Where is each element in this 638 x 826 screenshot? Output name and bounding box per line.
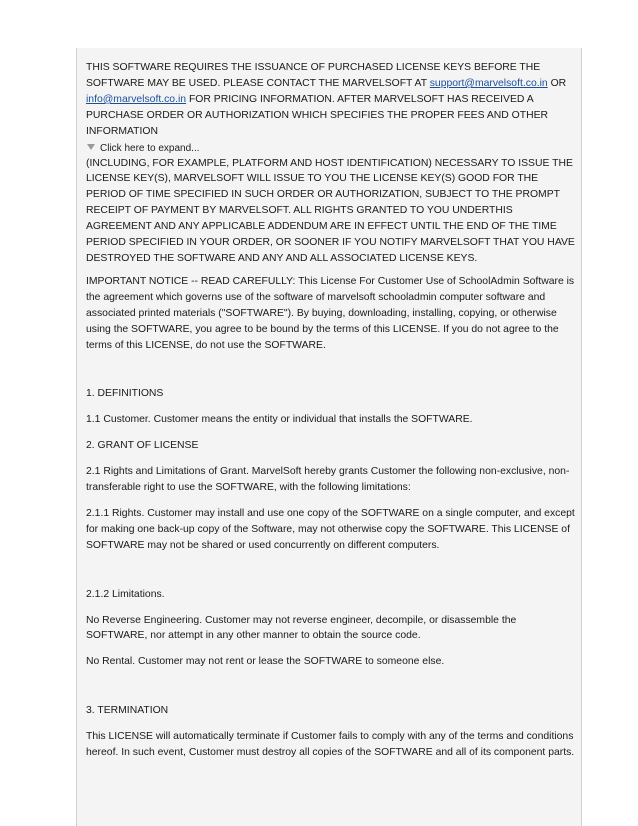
license-keys-text-c: FOR PRICING INFORMATION. AFTER MARVELSOFT HAS RECEIVED A PURCHASE ORDER OR AUTHORIZATION WHICH SPECIFIES THE PROPER FEES AND OTHER INFORMATION: [86, 93, 549, 137]
support-email-link[interactable]: support@marvelsoft.co.in: [429, 77, 548, 89]
license-keys-continued: (INCLUDING, FOR EXAMPLE, PLATFORM AND HOST IDENTIFICATION) NECESSARY TO ISSUE THE LICENSE KEY(S), MARVELSOFT WILL ISSUE TO YOU THE LICENSE KEY(S) GOOD FOR THE PERIOD OF TIME SPECIFIED IN SUCH ORDER OR AUTHORIZATION, SUBJECT TO THE PROMPT RECEIPT OF PAYMENT BY MARVELSOFT. ALL RIGHTS GRANTED TO YOU UNDERTHIS AGREEMENT AND ANY APPLICABLE ADDENDUM ARE IN EFFECT UNTIL THE END OF THE TIME PERIOD SPECIFIED IN YOUR ORDER, OR SOONER IF YOU NOTIFY MARVELSOFT THAT YOU HAVE DESTROYED THE SOFTWARE AND ANY AND ALL ASSOCIATED LICENSE KEYS.: [86, 157, 575, 264]
definition-customer: 1.1 Customer. Customer means the entity or individual that installs the SOFTWARE.: [86, 414, 473, 426]
heading-definitions: 1. DEFINITIONS: [86, 388, 164, 400]
heading-grant-of-license: 2. GRANT OF LICENSE: [86, 440, 199, 452]
termination-text: This LICENSE will automatically terminate if Customer fails to comply with any of the terms and conditions hereof. In such event, Customer must destroy all copies of the SOFTWARE and all of its component parts.: [86, 731, 575, 759]
expand-triangle-icon: [87, 144, 95, 150]
license-keys-text-b: OR: [547, 77, 567, 89]
license-keys-paragraph: [86, 60, 576, 140]
expand-toggle-label: Click here to expand...: [100, 142, 200, 154]
important-notice: IMPORTANT NOTICE -- READ CAREFULLY: This License For Customer Use of SchoolAdmin Software is the agreement which governs use of the software of marvelsoft schooladmin computer software and associated printed materials ("SOFTWARE"). By buying, downloading, installing, copying, or otherwise using the SOFTWARE, you agree to be bound by the terms of this LICENSE. If you do not agree to the terms of this LICENSE, do not use the SOFTWARE.: [86, 275, 575, 351]
license-keys-text-a: THIS SOFTWARE REQUIRES THE ISSUANCE OF PURCHASED LICENSE KEYS BEFORE THE SOFTWARE MAY BE USED. PLEASE CONTACT THE MARVELSOFT AT: [86, 62, 541, 89]
no-reverse-engineering: No Reverse Engineering. Customer may not reverse engineer, decompile, or disassemble the SOFTWARE, nor attempt in any other manner to obtain the source code.: [86, 614, 517, 642]
info-email-link[interactable]: info@marvelsoft.co.in: [86, 93, 187, 105]
heading-termination: 3. TERMINATION: [86, 705, 169, 717]
grant-rights: 2.1.1 Rights. Customer may install and use one copy of the SOFTWARE on a single computer, and except for making one back-up copy of the Software, may not otherwise copy the SOFTWARE. This LICENSE of SOFTWARE may not be shared or used concurrently on different computers.: [86, 507, 575, 551]
heading-limitations: 2.1.2 Limitations.: [86, 588, 165, 600]
license-content: [86, 60, 576, 761]
grant-rights-limitations: 2.1 Rights and Limitations of Grant. MarvelSoft hereby grants Customer the following non-exclusive, non-transferable right to use the SOFTWARE, with the following limitations:: [86, 466, 570, 494]
no-rental: No Rental. Customer may not rent or lease the SOFTWARE to someone else.: [86, 656, 445, 668]
expand-toggle[interactable]: [86, 142, 576, 156]
